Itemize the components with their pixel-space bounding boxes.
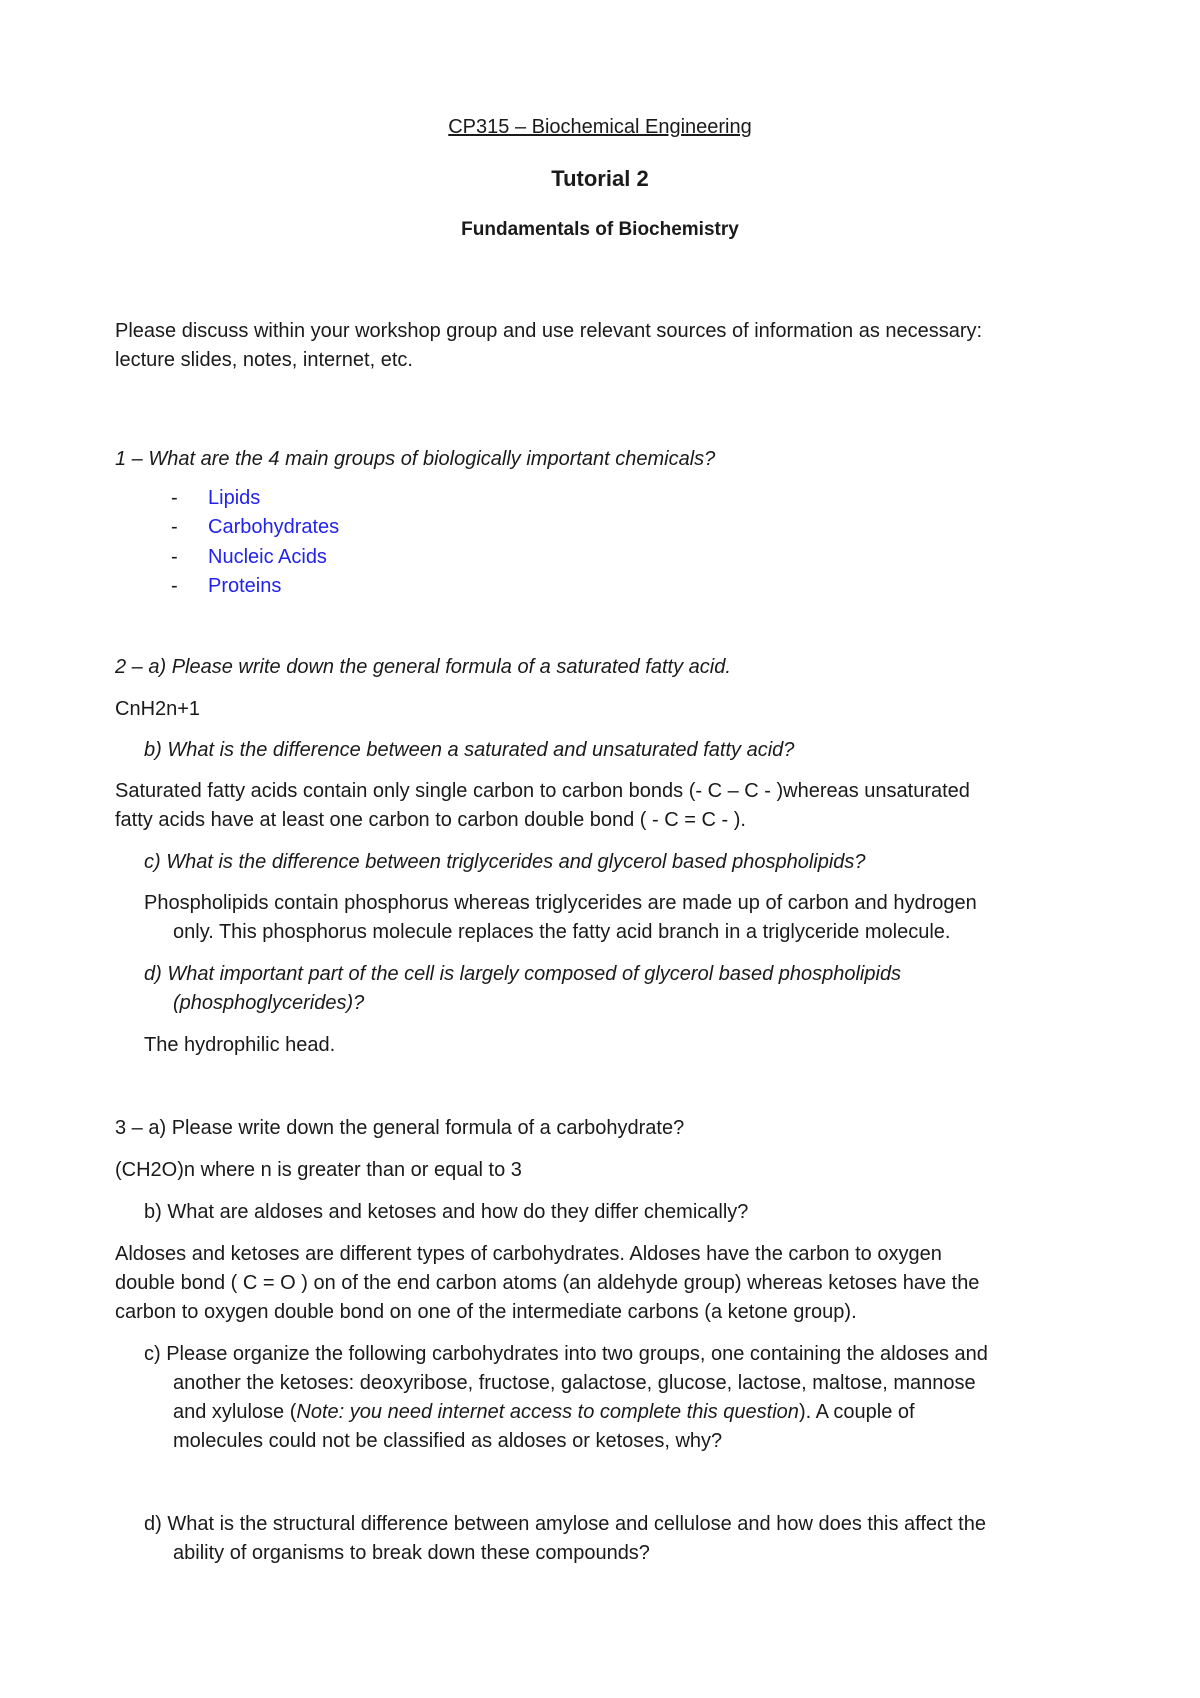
q2c-answer-line-1: Phospholipids contain phosphorus whereas triglycerides are made up of carbon and hydrogen [144,892,977,914]
subject-title: Fundamentals of Biochemistry [461,219,739,240]
q3c-line3-post: ). A couple of [798,1401,915,1423]
q2d-answer: The hydrophilic head. [144,1034,336,1056]
q1-bullet-4: - [171,575,178,597]
q1-bullet-1: - [171,487,178,509]
q1-answer-lipids: Lipids [208,487,261,509]
q2d-question-line-2: (phosphoglycerides)? [173,992,365,1014]
q2c-answer-line-2: only. This phosphorus molecule replaces the fatty acid branch in a triglyceride molecule. [173,921,951,943]
q2b-answer-line-2: fatty acids have at least one carbon to carbon double bond ( - C = C - ). [115,809,746,831]
q1-question: 1 – What are the 4 main groups of biologically important chemicals? [115,448,716,470]
intro-line-1: Please discuss within your workshop group and use relevant sources of information as necessary: [115,320,983,342]
q3b-answer-line-1: Aldoses and ketoses are different types of carbohydrates. Aldoses have the carbon to oxygen [115,1243,942,1265]
q3c-question-line-3 [173,1398,915,1427]
q2b-answer-line-1: Saturated fatty acids contain only single carbon to carbon bonds (- C – C - )whereas unsaturated [115,780,970,802]
q3a-question: 3 – a) Please write down the general formula of a carbohydrate? [115,1117,685,1139]
q1-answer-nucleic-acids: Nucleic Acids [208,546,327,568]
course-title: CP315 – Biochemical Engineering [448,116,752,138]
q2d-question-line-1: d) What important part of the cell is largely composed of glycerol based phospholipids [144,963,902,985]
q3c-question-line-1: c) Please organize the following carbohydrates into two groups, one containing the aldoses and [144,1343,988,1365]
q3a-answer: (CH2O)n where n is greater than or equal to 3 [115,1159,522,1181]
q3b-answer-line-2: double bond ( C = O ) on of the end carbon atoms (an aldehyde group) whereas ketoses have the [115,1272,980,1294]
q2a-question: 2 – a) Please write down the general formula of a saturated fatty acid. [115,656,731,678]
q2a-answer: CnH2n+1 [115,698,201,720]
q3c-note: Note: you need internet access to complete this question [296,1401,799,1423]
q3b-question: b) What are aldoses and ketoses and how do they differ chemically? [144,1201,749,1223]
q3c-question-line-4: molecules could not be classified as aldoses or ketoses, why? [173,1430,723,1452]
tutorial-title: Tutorial 2 [551,166,649,191]
q3c-line3-pre: and xylulose ( [173,1401,297,1423]
q1-answer-proteins: Proteins [208,575,282,597]
q1-bullet-2: - [171,516,178,538]
q1-answer-carbohydrates: Carbohydrates [208,516,340,538]
intro-line-2: lecture slides, notes, internet, etc. [115,349,413,371]
q1-bullet-3: - [171,546,178,568]
q3b-answer-line-3: carbon to oxygen double bond on one of the intermediate carbons (a ketone group). [115,1301,857,1323]
q2c-question: c) What is the difference between triglycerides and glycerol based phospholipids? [144,851,866,873]
q3c-question-line-2: another the ketoses: deoxyribose, fructose, galactose, glucose, lactose, maltose, mannose [173,1372,976,1394]
q3d-question-line-2: ability of organisms to break down these compounds? [173,1542,650,1564]
q2b-question: b) What is the difference between a saturated and unsaturated fatty acid? [144,739,795,761]
q3d-question-line-1: d) What is the structural difference between amylose and cellulose and how does this affect the [144,1513,986,1535]
